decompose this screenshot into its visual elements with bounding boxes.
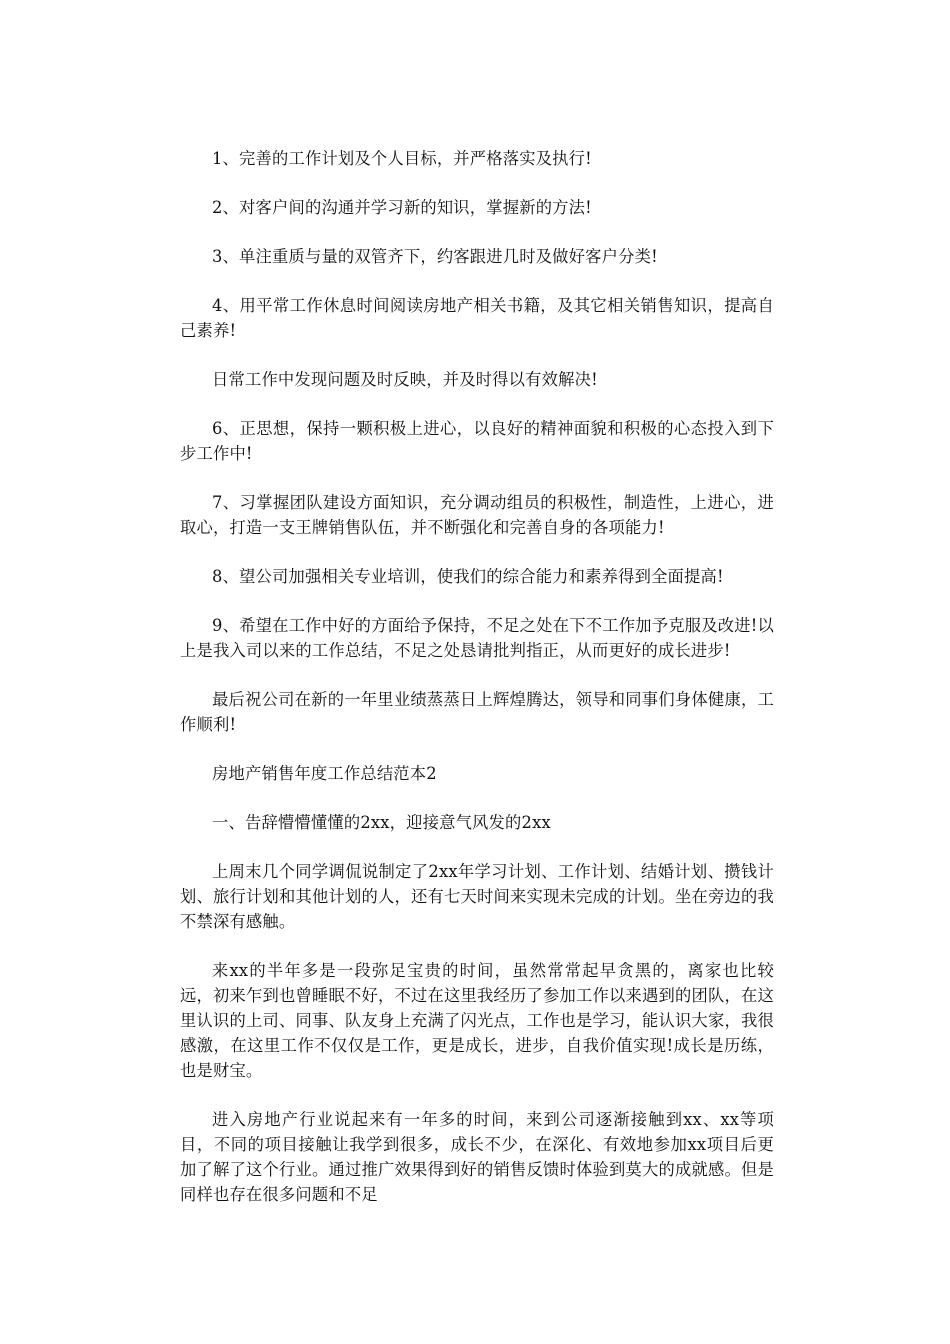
paragraph-10: 最后祝公司在新的一年里业绩蒸蒸日上辉煌腾达，领导和同事们身体健康，工作顺利! [180,690,774,734]
paragraph-11: 上周末几个同学调侃说制定了2xx年学习计划、工作计划、结婚计划、攒钱计划、旅行计划和其他计划的人，还有七天时间来实现未完成的计划。坐在旁边的我不禁深有感触。 [180,862,774,931]
paragraph-1: 1、完善的工作计划及个人目标，并严格落实及执行! [212,149,592,168]
paragraph-3: 3、单注重质与量的双管齐下，约客跟进几时及做好客户分类! [212,247,658,266]
paragraph-12: 来xx的半年多是一段弥足宝贵的时间，虽然常常起早贪黑的，离家也比较远，初来乍到也曾睡眠不好，不过在这里我经历了参加工作以来遇到的团队，在这里认识的上司、同事、队友身上充满了闪光点，工作也是学习，能认识大家，我很感激，在这里工作不仅仅是工作，更是成长，进步，自我价值实现!成长是历练，也是财宝。 [180,961,774,1080]
paragraph-6: 6、正思想，保持一颗积极上进心，以良好的精神面貌和积极的心态投入到下步工作中! [180,419,774,463]
paragraph-9: 9、希望在工作中好的方面给予保持，不足之处在下不工作加予克服及改进!以上是我入司以来的工作总结，不足之处恳请批判指正，从而更好的成长进步! [180,616,774,660]
document-body [180,146,774,1231]
paragraph-7: 7、习掌握团队建设方面知识，充分调动组员的积极性，制造性，上进心，进取心，打造一支王牌销售队伍，并不断强化和完善自身的各项能力! [180,493,774,537]
subsection-title: 一、告辞懵懵懂懂的2xx，迎接意气风发的2xx [212,813,551,832]
paragraph-13: 进入房地产行业说起来有一年多的时间，来到公司逐渐接触到xx、xx等项目，不同的项目接触让我学到很多，成长不少，在深化、有效地参加xx项目后更加了解了这个行业。通过推广效果得到好的销售反馈时体验到莫大的成就感。但是同样也存在很多问题和不足 [180,1110,774,1204]
paragraph-5: 日常工作中发现问题及时反映，并及时得以有效解决! [212,370,598,389]
section-title: 房地产销售年度工作总结范本2 [212,764,437,783]
paragraph-2: 2、对客户间的沟通并学习新的知识，掌握新的方法! [212,198,592,217]
paragraph-4: 4、用平常工作休息时间阅读房地产相关书籍，及其它相关销售知识，提高自己素养! [180,296,774,340]
paragraph-8: 8、望公司加强相关专业培训，使我们的综合能力和素养得到全面提高! [212,567,724,586]
